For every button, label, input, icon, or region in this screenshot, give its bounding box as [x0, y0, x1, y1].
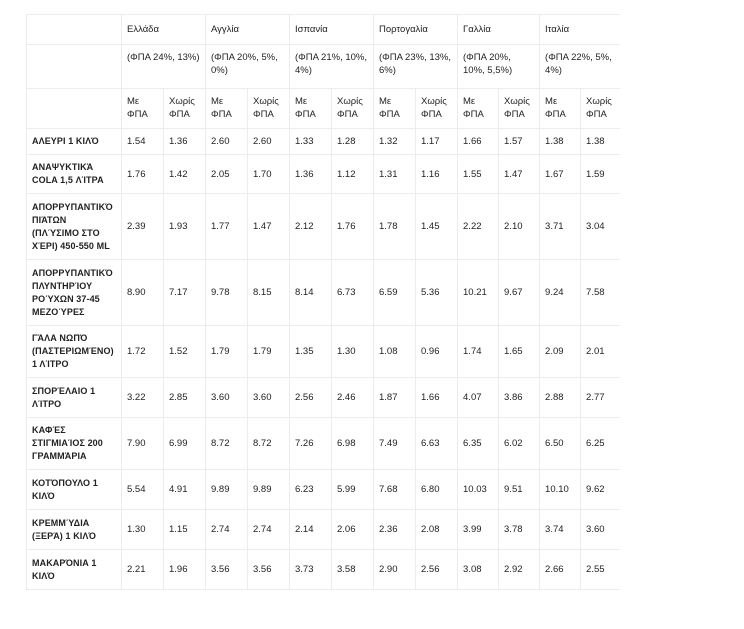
price-with-vat: 6.50 — [540, 418, 581, 470]
price-with-vat: 2.60 — [206, 129, 248, 155]
price-with-vat: 7.26 — [290, 418, 332, 470]
price-with-vat: 3.99 — [458, 510, 499, 550]
price-without-vat: 3.58 — [332, 550, 374, 590]
price-without-vat: 9.62 — [581, 470, 620, 510]
country-name: Ιταλία — [540, 15, 620, 45]
price-without-vat: 2.56 — [416, 550, 458, 590]
price-without-vat: 2.08 — [416, 510, 458, 550]
price-rows — [27, 129, 621, 590]
country-name: Πορτογαλία — [374, 15, 458, 45]
price-without-vat: 3.60 — [581, 510, 620, 550]
price-without-vat: 1.30 — [332, 326, 374, 378]
price-with-vat: 9.78 — [206, 260, 248, 326]
price-with-vat: 2.39 — [122, 194, 164, 260]
price-without-vat: 2.55 — [581, 550, 620, 590]
price-with-vat: 10.03 — [458, 470, 499, 510]
price-without-vat: 6.25 — [581, 418, 620, 470]
table-row — [27, 326, 621, 378]
vat-rates: (ΦΠΑ 21%, 10%, 4%) — [290, 45, 374, 89]
price-without-vat: 3.04 — [581, 194, 620, 260]
price-with-vat: 2.14 — [290, 510, 332, 550]
price-with-vat: 1.87 — [374, 378, 416, 418]
price-without-vat: 2.77 — [581, 378, 620, 418]
vat-rates: (ΦΠΑ 24%, 13%) — [122, 45, 206, 89]
product-name: ΑΠΟΡΡΥΠΑΝΤΙΚΌ ΠΛΥΝΤΗΡΊΟΥ ΡΟΎΧΩΝ 37-45 ΜΕΖΟΎΡΕΣ — [27, 260, 122, 326]
price-without-vat: 5.36 — [416, 260, 458, 326]
table-row — [27, 194, 621, 260]
table-row — [27, 129, 621, 155]
price-without-vat: 1.16 — [416, 155, 458, 194]
price-with-vat: 3.08 — [458, 550, 499, 590]
price-with-vat: 8.72 — [206, 418, 248, 470]
without-vat-header: Χωρίς ΦΠΑ — [581, 89, 620, 129]
price-without-vat: 1.65 — [499, 326, 540, 378]
price-without-vat: 1.59 — [581, 155, 620, 194]
country-name: Γαλλία — [458, 15, 540, 45]
price-with-vat: 2.36 — [374, 510, 416, 550]
price-without-vat: 1.15 — [164, 510, 206, 550]
price-with-vat: 3.60 — [206, 378, 248, 418]
price-with-vat: 2.66 — [540, 550, 581, 590]
corner-cell — [27, 15, 122, 45]
price-with-vat: 2.21 — [122, 550, 164, 590]
product-name: ΚΑΦΈΣ ΣΤΙΓΜΙΑΊΟΣ 200 ΓΡΑΜΜΆΡΙΑ — [27, 418, 122, 470]
price-without-vat: 1.17 — [416, 129, 458, 155]
price-with-vat: 1.74 — [458, 326, 499, 378]
price-without-vat: 1.57 — [499, 129, 540, 155]
with-vat-header: Με ΦΠΑ — [540, 89, 581, 129]
price-without-vat: 6.98 — [332, 418, 374, 470]
price-with-vat: 3.74 — [540, 510, 581, 550]
price-without-vat: 1.12 — [332, 155, 374, 194]
with-vat-header: Με ΦΠΑ — [290, 89, 332, 129]
price-without-vat: 9.67 — [499, 260, 540, 326]
price-with-vat: 8.90 — [122, 260, 164, 326]
vat-subheader-row — [27, 89, 621, 129]
price-without-vat: 8.72 — [248, 418, 290, 470]
price-with-vat: 1.67 — [540, 155, 581, 194]
product-name: ΓΆΛΑ ΝΩΠΌ (ΠΑΣΤΕΡΙΩΜΈΝΟ) 1 ΛΊΤΡΟ — [27, 326, 122, 378]
price-with-vat: 1.72 — [122, 326, 164, 378]
price-without-vat: 3.86 — [499, 378, 540, 418]
price-without-vat: 1.47 — [248, 194, 290, 260]
without-vat-header: Χωρίς ΦΠΑ — [416, 89, 458, 129]
country-header-row — [27, 15, 621, 45]
price-with-vat: 9.89 — [206, 470, 248, 510]
table-row — [27, 550, 621, 590]
price-with-vat: 1.08 — [374, 326, 416, 378]
corner-cell — [27, 89, 122, 129]
price-with-vat: 6.35 — [458, 418, 499, 470]
price-with-vat: 1.76 — [122, 155, 164, 194]
with-vat-header: Με ΦΠΑ — [374, 89, 416, 129]
corner-cell — [27, 45, 122, 89]
price-without-vat: 1.52 — [164, 326, 206, 378]
with-vat-header: Με ΦΠΑ — [206, 89, 248, 129]
price-with-vat: 6.23 — [290, 470, 332, 510]
price-with-vat: 1.66 — [458, 129, 499, 155]
table-row — [27, 378, 621, 418]
price-with-vat: 2.05 — [206, 155, 248, 194]
without-vat-header: Χωρίς ΦΠΑ — [499, 89, 540, 129]
price-without-vat: 7.58 — [581, 260, 620, 326]
product-name: ΜΑΚΑΡΌΝΙΑ 1 ΚΙΛΌ — [27, 550, 122, 590]
country-name: Αγγλία — [206, 15, 290, 45]
price-with-vat: 7.90 — [122, 418, 164, 470]
price-with-vat: 1.35 — [290, 326, 332, 378]
price-without-vat: 6.99 — [164, 418, 206, 470]
price-with-vat: 1.38 — [540, 129, 581, 155]
price-with-vat: 1.79 — [206, 326, 248, 378]
price-without-vat: 1.93 — [164, 194, 206, 260]
price-with-vat: 1.32 — [374, 129, 416, 155]
price-without-vat: 1.45 — [416, 194, 458, 260]
price-without-vat: 2.60 — [248, 129, 290, 155]
price-without-vat: 2.10 — [499, 194, 540, 260]
price-without-vat: 6.73 — [332, 260, 374, 326]
price-without-vat: 1.42 — [164, 155, 206, 194]
vat-rates: (ΦΠΑ 20%, 10%, 5,5%) — [458, 45, 540, 89]
price-without-vat: 2.92 — [499, 550, 540, 590]
price-table-container — [26, 14, 620, 604]
price-with-vat: 2.88 — [540, 378, 581, 418]
price-with-vat: 10.10 — [540, 470, 581, 510]
price-with-vat: 3.73 — [290, 550, 332, 590]
price-with-vat: 7.49 — [374, 418, 416, 470]
price-without-vat: 1.96 — [164, 550, 206, 590]
price-with-vat: 1.54 — [122, 129, 164, 155]
price-with-vat: 1.55 — [458, 155, 499, 194]
price-without-vat: 1.36 — [164, 129, 206, 155]
price-with-vat: 5.54 — [122, 470, 164, 510]
price-without-vat: 1.76 — [332, 194, 374, 260]
price-without-vat: 2.85 — [164, 378, 206, 418]
price-with-vat: 4.07 — [458, 378, 499, 418]
price-without-vat: 1.79 — [248, 326, 290, 378]
price-without-vat: 2.74 — [248, 510, 290, 550]
with-vat-header: Με ΦΠΑ — [122, 89, 164, 129]
price-with-vat: 3.71 — [540, 194, 581, 260]
price-without-vat: 0.96 — [416, 326, 458, 378]
price-without-vat: 1.66 — [416, 378, 458, 418]
vat-rate-row — [27, 45, 621, 89]
price-without-vat: 1.70 — [248, 155, 290, 194]
price-without-vat: 1.38 — [581, 129, 620, 155]
table-row — [27, 418, 621, 470]
price-without-vat: 9.51 — [499, 470, 540, 510]
price-without-vat: 7.17 — [164, 260, 206, 326]
price-with-vat: 1.31 — [374, 155, 416, 194]
with-vat-header: Με ΦΠΑ — [458, 89, 499, 129]
country-name: Ισπανία — [290, 15, 374, 45]
price-without-vat: 2.06 — [332, 510, 374, 550]
product-name: ΚΡΕΜΜΎΔΙΑ (ΞΕΡΆ) 1 ΚΙΛΌ — [27, 510, 122, 550]
without-vat-header: Χωρίς ΦΠΑ — [332, 89, 374, 129]
price-with-vat: 1.77 — [206, 194, 248, 260]
product-name: ΑΠΟΡΡΥΠΑΝΤΙΚΌ ΠΙΆΤΩΝ (ΠΛΎΣΙΜΟ ΣΤΟ ΧΈΡΙ) 450-550 ML — [27, 194, 122, 260]
country-name: Ελλάδα — [122, 15, 206, 45]
product-name: ΚΟΤΌΠΟΥΛΟ 1 ΚΙΛΌ — [27, 470, 122, 510]
price-without-vat: 6.02 — [499, 418, 540, 470]
price-with-vat: 1.36 — [290, 155, 332, 194]
price-without-vat: 3.78 — [499, 510, 540, 550]
price-with-vat: 2.90 — [374, 550, 416, 590]
price-with-vat: 2.56 — [290, 378, 332, 418]
price-without-vat: 1.47 — [499, 155, 540, 194]
table-row — [27, 155, 621, 194]
price-with-vat: 7.68 — [374, 470, 416, 510]
price-with-vat: 8.14 — [290, 260, 332, 326]
price-with-vat: 6.59 — [374, 260, 416, 326]
without-vat-header: Χωρίς ΦΠΑ — [248, 89, 290, 129]
price-without-vat: 5.99 — [332, 470, 374, 510]
price-with-vat: 2.09 — [540, 326, 581, 378]
price-with-vat: 3.22 — [122, 378, 164, 418]
price-with-vat: 2.12 — [290, 194, 332, 260]
product-name: ΑΝΑΨΥΚΤΙΚΆ COLA 1,5 ΛΊΤΡΑ — [27, 155, 122, 194]
price-without-vat: 3.60 — [248, 378, 290, 418]
without-vat-header: Χωρίς ΦΠΑ — [164, 89, 206, 129]
price-without-vat: 8.15 — [248, 260, 290, 326]
price-without-vat: 2.46 — [332, 378, 374, 418]
price-without-vat: 4.91 — [164, 470, 206, 510]
price-with-vat: 1.33 — [290, 129, 332, 155]
product-name: ΣΠΟΡΈΛΑΙΟ 1 ΛΊΤΡΟ — [27, 378, 122, 418]
table-row — [27, 470, 621, 510]
price-comparison-table — [26, 14, 620, 590]
price-without-vat: 9.89 — [248, 470, 290, 510]
price-without-vat: 1.28 — [332, 129, 374, 155]
price-with-vat: 3.56 — [206, 550, 248, 590]
vat-rates: (ΦΠΑ 22%, 5%, 4%) — [540, 45, 620, 89]
price-with-vat: 1.30 — [122, 510, 164, 550]
price-without-vat: 6.63 — [416, 418, 458, 470]
product-name: ΑΛΕΥΡΙ 1 ΚΙΛΌ — [27, 129, 122, 155]
table-row — [27, 510, 621, 550]
price-with-vat: 10.21 — [458, 260, 499, 326]
price-without-vat: 2.01 — [581, 326, 620, 378]
price-with-vat: 2.22 — [458, 194, 499, 260]
table-row — [27, 260, 621, 326]
price-with-vat: 1.78 — [374, 194, 416, 260]
vat-rates: (ΦΠΑ 23%, 13%, 6%) — [374, 45, 458, 89]
vat-rates: (ΦΠΑ 20%, 5%, 0%) — [206, 45, 290, 89]
price-with-vat: 2.74 — [206, 510, 248, 550]
price-without-vat: 3.56 — [248, 550, 290, 590]
price-with-vat: 9.24 — [540, 260, 581, 326]
price-without-vat: 6.80 — [416, 470, 458, 510]
